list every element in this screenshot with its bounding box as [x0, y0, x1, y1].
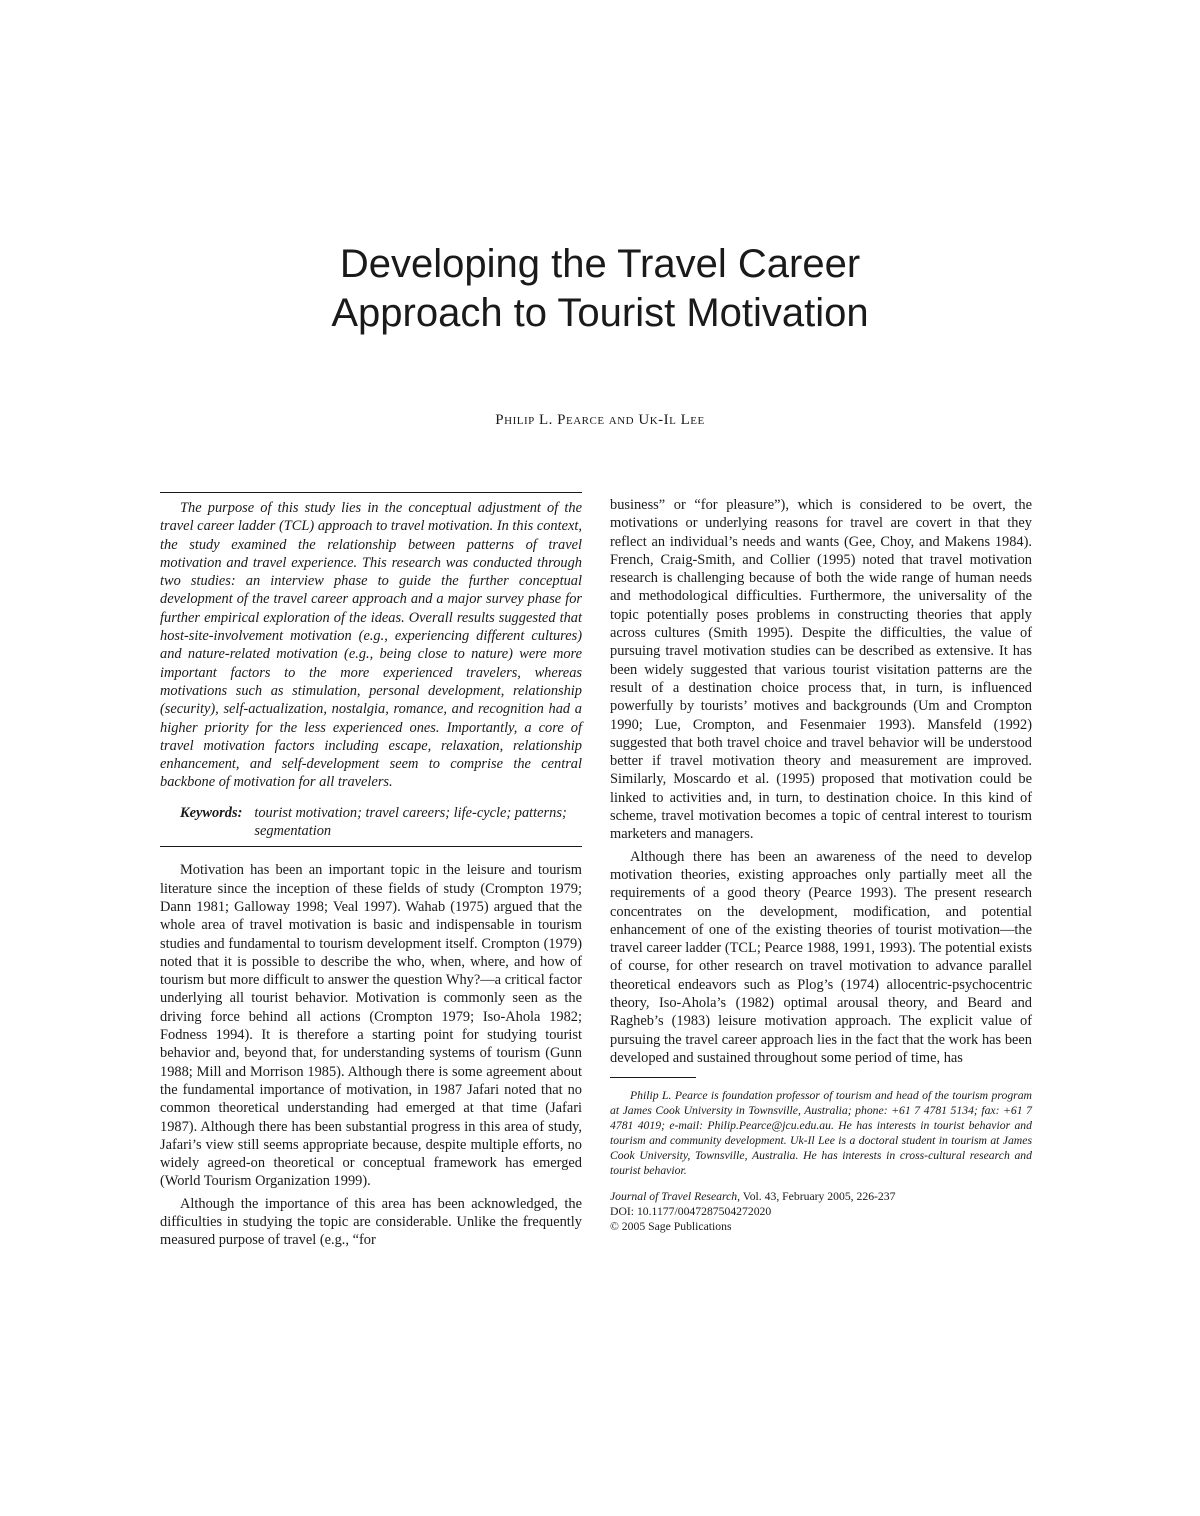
- footnote-rule: [610, 1077, 696, 1078]
- paper-title: [0, 240, 1200, 338]
- title-line-1: Developing the Travel Career: [339, 242, 861, 286]
- keywords-label: Keywords:: [180, 804, 243, 821]
- abstract: The purpose of this study lies in the conceptual adjustment of the travel career ladder (TCL) approach to travel motivation. In this context, the study examined the relationship between patterns of travel motivation and travel experience. This research was conducted through two studies: an interview phase to guide the further conceptual development of the travel career approach and a major survey phase for further empirical exploration of the ideas. Overall results suggested that host-site-involvement motivation (e.g., experiencing different cultures) and nature-related motivation (e.g., being close to nature) were more important factors to the more experienced travelers, whereas motivations such as stimulation, personal development, relationship (security), self-actualization, nostalgia, romance, and recognition had a higher priority for the less experienced ones. Importantly, a core of travel motivation factors including escape, relaxation, relationship enhancement, and self-development seem to comprise the central backbone of motivation for all travelers.: [160, 500, 582, 791]
- journal-line: [610, 1190, 1032, 1205]
- journal-citation: [610, 1190, 1032, 1234]
- doi-line: DOI: 10.1177/0047287504272020: [610, 1205, 772, 1218]
- abstract-top-rule: [160, 492, 582, 493]
- copyright-line: © 2005 Sage Publications: [610, 1219, 732, 1233]
- right-column: [610, 496, 1032, 1235]
- body-paragraph: Motivation has been an important topic in the leisure and tourism literature since the inception of these fields of study (Crompton 1979; Dann 1981; Galloway 1998; Veal 1997). Wahab (1975) argued that the whole area of travel motivation is basic and indispensable in tourism studies and fundamental to tourism development itself. Crompton (1979) noted that it is possible to describe the who, when, where, and how of tourism but more difficult to answer the question Why?—a critical factor underlying all tourist behavior. Motivation is commonly seen as the driving force behind all actions (Crompton 1979; Iso-Ahola 1982; Fodness 1994). It is therefore a starting point for studying tourist behavior and, beyond that, for understanding systems of tourism (Gunn 1988; Mill and Morrison 1985). Although there is some agreement about the fundamental importance of motivation, in 1987 Jafari noted that no common theoretical understanding had emerged at that time (Jafari 1987). Although there has been substantial progress in this area of study, Jafari’s view still seems appropriate because, despite multiple efforts, no widely agreed-on theoretical or conceptual framework has emerged (World Tourism Organization 1999).: [160, 862, 582, 1190]
- journal-name: Journal of Travel Research,: [610, 1190, 741, 1204]
- journal-details: Vol. 43, February 2005, 226-237: [740, 1190, 896, 1204]
- keywords: [180, 804, 582, 841]
- body-paragraph: business” or “for pleasure”), which is considered to be overt, the motivations or underlying reasons for travel are covert in that they reflect an individual’s needs and wants (Gee, Choy, and Makens 1984). French, Craig-Smith, and Collier (1995) noted that travel motivation research is challenging because of both the wide range of human needs and methodological difficulties. Furthermore, the universality of the topic potentially poses problems in constructing theories that apply across cultures (Smith 1995). Despite the difficulties, the value of pursuing travel motivation studies can be described as extensive. It has been widely suggested that various tourist visitation patterns are the result of a destination choice process that, in turn, is influenced powerfully by tourists’ motives and backgrounds (Um and Crompton 1990; Lue, Crompton, and Fesenmaier 1993). Mansfeld (1992) suggested that both travel choice and travel behavior will be understood better if travel motivation theory and measurement are improved. Similarly, Moscardo et al. (1995) proposed that motivation could be linked to activities and, in turn, to destination choice. In this kind of scheme, travel motivation becomes a topic of central interest to tourism marketers and managers.: [610, 497, 1032, 843]
- title-line-2: Approach to Tourist Motivation: [331, 291, 869, 335]
- author-footnote: Philip L. Pearce is foundation professor of tourism and head of the tourism program at James Cook University in Townsville, Australia; phone: +61 7 4781 5134; fax: +61 7 4781 4019; e-mail: Philip.Pearce@jcu.edu.au. He has interests in tourist behavior and tourism and community development. Uk-Il Lee is a doctoral student in tourism at James Cook University, Townsville, Australia. He has interests in cross-cultural research and tourist behavior.: [610, 1089, 1032, 1178]
- left-column: [160, 492, 582, 1254]
- keywords-text: tourist motivation; travel careers; life-cycle; patterns; segmentation: [254, 804, 567, 840]
- body-paragraph: Although the importance of this area has been acknowledged, the difficulties in studying the topic are considerable. Unlike the frequently measured purpose of travel (e.g., “for: [160, 1195, 582, 1249]
- abstract-bottom-rule: [160, 846, 582, 847]
- body-paragraph: Although there has been an awareness of the need to develop motivation theories, existing approaches only partially meet all the requirements of a good theory (Pearce 1993). The present research concentrates on the development, modification, and potential enhancement of one of the existing theories of tourist motivation—the travel career ladder (TCL; Pearce 1988, 1991, 1993). The potential exists of course, for other research on travel motivation to advance parallel theoretical endeavors such as Plog’s (1974) allocentric-psychocentric theory, Iso-Ahola’s (1982) optimal arousal theory, and Beard and Ragheb’s (1983) leisure motivation approach. The explicit value of pursuing the travel career approach lies in the fact that the work has been developed and sustained throughout some period of time, has: [610, 848, 1032, 1066]
- author-names: Philip L. Pearce and Uk-Il Lee: [495, 412, 705, 428]
